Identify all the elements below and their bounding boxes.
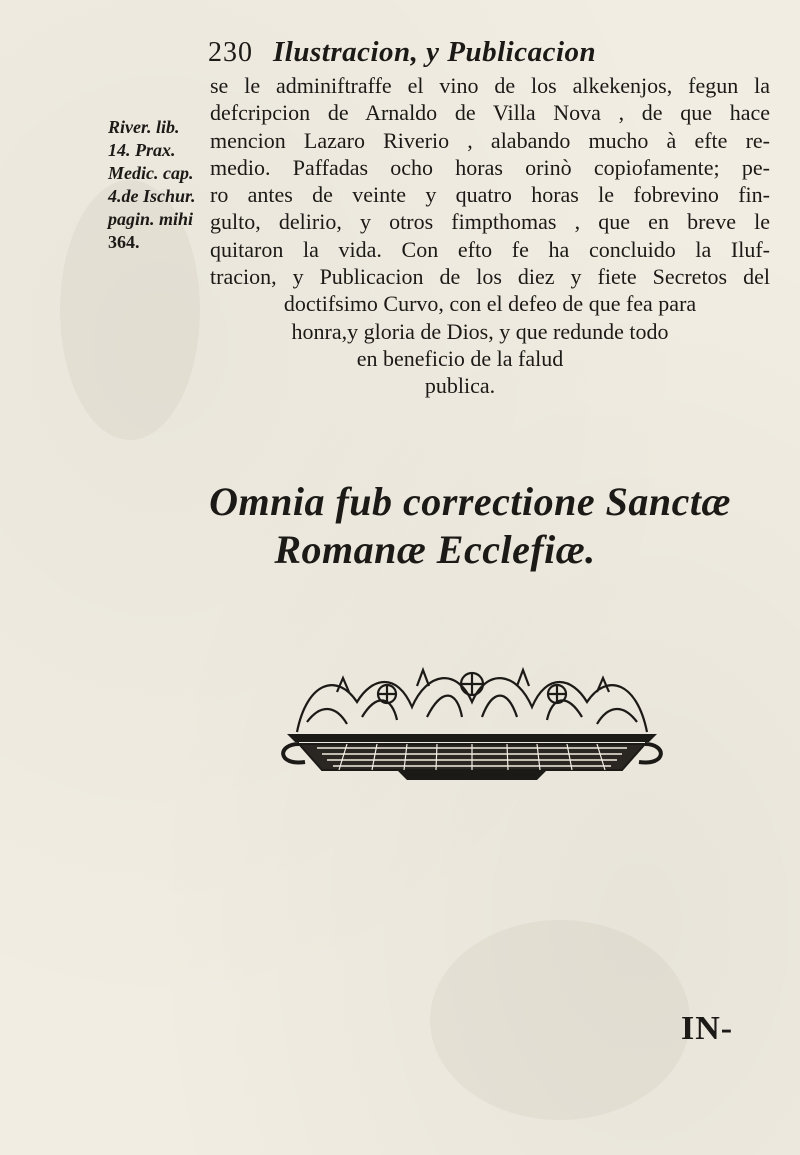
- margin-note-line: 4.de Ischur.: [108, 186, 196, 206]
- body-line: publica.: [424, 373, 496, 399]
- paper-stain: [430, 920, 690, 1120]
- colophon-line: Romanæ Ecclefiæ.: [274, 527, 596, 572]
- margin-note-line: River. lib.: [108, 117, 180, 137]
- page-header: [208, 36, 678, 69]
- margin-note-line: Medic. cap.: [108, 163, 194, 183]
- body-line: honra,y gloria de Dios, y que redunde todo: [291, 318, 669, 344]
- margin-note: [108, 116, 196, 254]
- body-line: quitaron la vida. Con efto fe ha concluido la Iluf-: [210, 236, 770, 262]
- body-line: doctifsimo Curvo, con el defeo de que fea para: [283, 291, 697, 317]
- colophon: [200, 478, 740, 574]
- body-line: gulto, delirio, y otros fimpthomas , que en breve le: [210, 209, 770, 235]
- colophon-line: Omnia fub correctione Sanctæ: [209, 479, 731, 524]
- running-title: Ilustracion, y Publicacion: [273, 36, 597, 68]
- page-number: 230: [208, 37, 253, 68]
- body-line: defcripcion de Arnaldo de Villa Nova , de que hace: [210, 100, 770, 126]
- margin-note-line: 364.: [108, 232, 140, 252]
- margin-note-line: 14. Prax.: [108, 140, 176, 160]
- body-line: se le adminiftraffe el vino de los alkekenjos, fegun la: [210, 73, 770, 98]
- body-line: mencion Lazaro Riverio , alabando mucho à efte re-: [210, 127, 770, 153]
- margin-note-line: pagin. mihi: [108, 209, 194, 229]
- body-line: medio. Paffadas ocho horas orinò copiofamente; pe-: [210, 154, 770, 180]
- body-text: [210, 72, 770, 400]
- catchword: IN-: [681, 1010, 734, 1047]
- body-line: ro antes de veinte y quatro horas le fobrevino fin-: [210, 182, 770, 208]
- body-line: tracion, y Publicacion de los diez y fiete Secretos del: [210, 264, 770, 290]
- body-line: en beneficio de la falud: [356, 345, 564, 371]
- floral-basket-ornament-icon: [277, 662, 667, 782]
